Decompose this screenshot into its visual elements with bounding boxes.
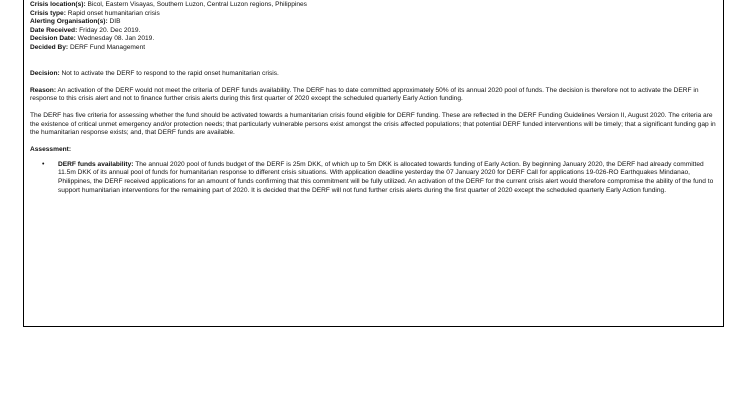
crisis-type-line [30,10,717,19]
date-received-value: Friday 20. Dec 2019. [79,26,141,34]
crisis-location-label: Crisis location(s): [30,1,86,8]
funds-availability-text: The annual 2020 pool of funds budget of the DERF is 25m DKK, of which up to 5m DKK is allocated towards funding of Early Action. By beginning January 2020, the DERF had already committed 11.5m DKK of its annual pool of funds for humanitarian response to different crisis situations. With application deadline yesterday the 07 January 2020 for DERF Call for applications 19-026-RO Earthquakes Mindanao, Philippines, the DERF received applications for an amount of funds confirming that this commitment will be fully utilized. An activation of the DERF for the current crisis alert would therefore compromise the ability of the fund to support humanitarian interventions for the remaining part of 2020. It is decided that the DERF will not fund further crisis alerts during the first quarter of 2020 except the scheduled quarterly Early Action funding. [58,160,714,194]
decision-label: Decision: [30,69,60,77]
reason-label: Reason: [30,86,57,94]
crisis-type-value: Rapid onset humanitarian crisis [67,9,160,17]
alerting-org-label: Alerting Organisation(s): [30,18,108,26]
decision-document [23,0,724,327]
crisis-type-label: Crisis type: [30,9,66,17]
decision-paragraph [30,70,717,79]
reason-paragraph [30,87,717,104]
bullet-icon: • [42,160,45,168]
reason-text: An activation of the DERF would not meet the criteria of DERF funds availability. The DERF has to date committed approximately 50% of its annual 2020 pool of funds. The decision is therefore not to activate the DERF in response to this crisis alert and not to finance further crisis alerts during this first quarter of 2020 except the scheduled quarterly Early Action funding. [30,86,699,103]
assessment-list [30,161,717,195]
crisis-location-line [30,1,717,10]
alerting-org-value: DIB [109,18,121,26]
decision-date-value: Wednesday 08. Jan 2019. [77,35,155,43]
funds-availability-label: DERF funds availability: [58,160,134,168]
alerting-org-line [30,18,717,27]
crisis-location-value: Bicol, Eastern Visayas, Southern Luzon, Central Luzon regions, Philippines [87,1,307,8]
assessment-heading: Assessment: [30,146,72,154]
decided-by-line [30,44,717,53]
decision-date-label: Decision Date: [30,35,76,43]
criteria-paragraph [30,112,717,138]
date-received-line [30,27,717,36]
criteria-text: The DERF has five criteria for assessing whether the fund should be activated towards a humanitarian crisis found eligible for DERF funding. These are reflected in the DERF Funding Guidelines Version II, August 2020. The criteria are the existence of critical unmet emergency and/or protection needs; that particularly vulnerable persons exist amongst the crisis affected populations; that potential DERF funded interventions will be timely; that a significant funding gap in the humanitarian response exists; and, that DERF funds are available. [30,112,716,137]
decision-text: Not to activate the DERF to respond to the rapid onset humanitarian crisis. [61,69,279,77]
date-received-label: Date Received: [30,26,78,34]
decided-by-value: DERF Fund Management [69,43,146,51]
list-item [42,160,717,195]
decided-by-label: Decided By: [30,43,69,51]
decision-date-line [30,35,717,44]
